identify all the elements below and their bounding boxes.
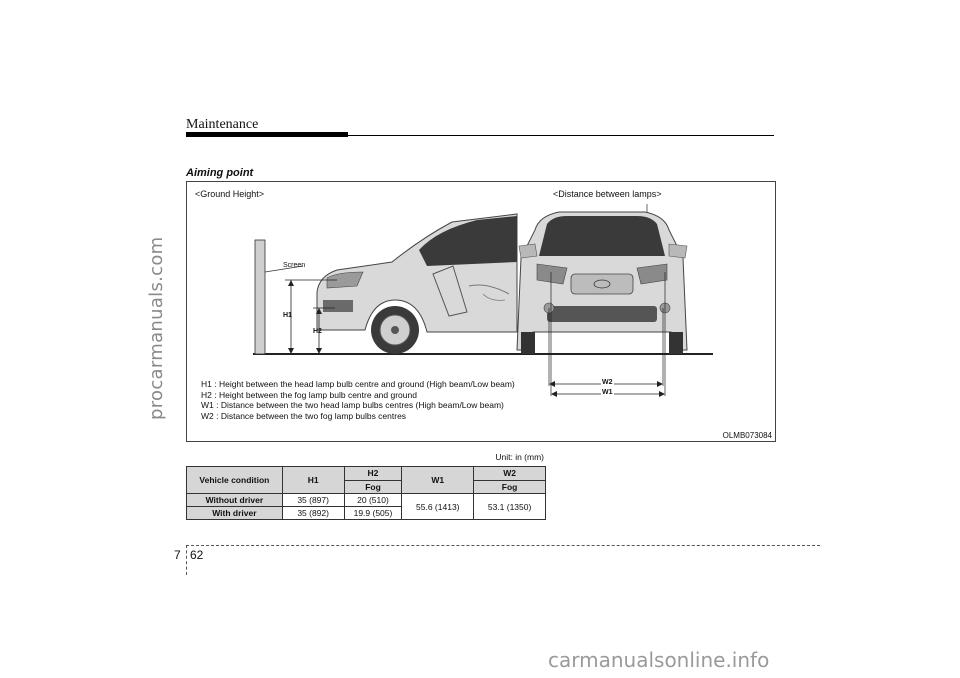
figure-legend (201, 379, 515, 421)
row-h2: 20 (510) (344, 494, 402, 507)
row-h1: 35 (892) (282, 507, 344, 520)
w2-label: W2 (602, 379, 613, 386)
watermark-bottom: carmanualsonline.info (548, 648, 770, 672)
row-condition: Without driver (187, 494, 283, 507)
w2-value: 53.1 (1350) (474, 494, 546, 520)
legend-h1: H1 : Height between the head lamp bulb centre and ground (High beam/Low beam) (201, 379, 515, 389)
screen-label: Screen (283, 262, 306, 269)
unit-label: Unit: in (mm) (495, 452, 544, 462)
header-h1: H1 (282, 467, 344, 494)
distance-between-lamps-label: <Distance between lamps> (553, 189, 662, 199)
table-row (187, 494, 546, 507)
row-h2: 19.9 (505) (344, 507, 402, 520)
figure-code: OLMB073084 (720, 430, 775, 441)
screen-panel (255, 240, 265, 354)
header-vehicle-condition: Vehicle condition (187, 467, 283, 494)
header-w1: W1 (402, 467, 474, 494)
aiming-spec-table (186, 466, 546, 520)
w1-value: 55.6 (1413) (402, 494, 474, 520)
row-h1: 35 (897) (282, 494, 344, 507)
h1-label: H1 (283, 312, 292, 319)
header-w2-fog: Fog (474, 480, 546, 494)
ground-height-label: <Ground Height> (195, 189, 265, 199)
aiming-point-heading: Aiming point (186, 167, 254, 179)
w1-label: W1 (602, 389, 613, 396)
car-side-view (317, 214, 517, 354)
chapter-number: 7 (174, 548, 181, 562)
footer-rule (186, 545, 820, 546)
aiming-point-figure (186, 181, 776, 442)
car-front-view (517, 204, 687, 354)
watermark-side: procarmanuals.com (146, 236, 167, 420)
header-bar (186, 132, 348, 137)
h2-label: H2 (313, 328, 322, 335)
section-title: Maintenance (186, 117, 259, 132)
legend-h2: H2 : Height between the fog lamp bulb centre and ground (201, 389, 417, 400)
footer-divider (186, 545, 187, 575)
header-h2-fog: Fog (344, 480, 402, 494)
header-h2: H2 (344, 467, 402, 481)
legend-w2: W2 : Distance between the two fog lamp bulbs centres (201, 410, 407, 421)
table-header-row (187, 467, 546, 481)
page-number: 62 (190, 548, 204, 562)
header-w2: W2 (474, 467, 546, 481)
row-condition: With driver (187, 507, 283, 520)
header-rule (348, 135, 774, 136)
legend-w1: W1 : Distance between the two head lamp bulbs centres (High beam/Low beam) (201, 400, 504, 410)
